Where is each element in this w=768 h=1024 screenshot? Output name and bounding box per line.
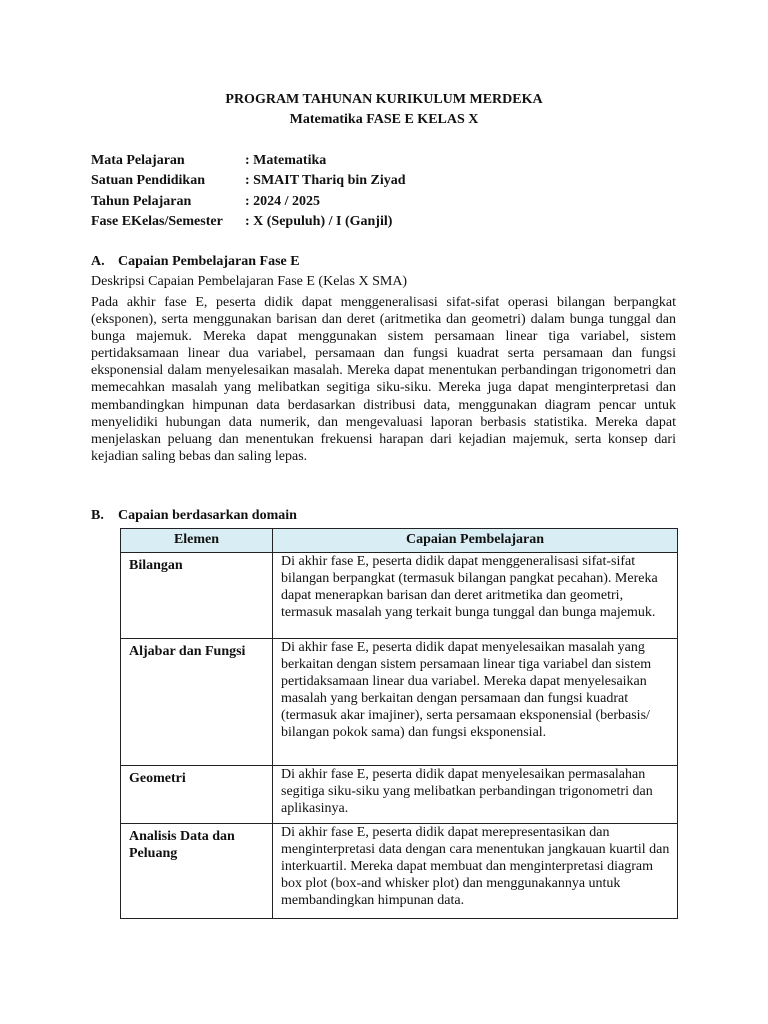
info-value: : SMAIT Thariq bin Ziyad	[245, 173, 406, 189]
table-row	[121, 766, 678, 824]
header-elemen: Elemen	[121, 529, 273, 553]
info-block	[91, 152, 406, 233]
cell-elemen: Aljabar dan Fungsi	[121, 639, 273, 766]
cell-elemen: Bilangan	[121, 553, 273, 639]
info-row-satuan-pendidikan	[91, 172, 406, 192]
info-value: : 2024 / 2025	[245, 193, 321, 209]
section-a-subtitle: Deskripsi Capaian Pembelajaran Fase E (Kelas X SMA)	[91, 274, 408, 289]
table-row	[121, 824, 678, 919]
info-value: : Matematika	[245, 153, 327, 168]
cell-capaian: Di akhir fase E, peserta didik dapat menggeneralisasi sifat-sifat bilangan berpangkat (termasuk bilangan pangkat pecahan). Mereka dapat menerapkan barisan dan deret aritmetika dan geometri, termasuk masalah yang terkait bunga tunggal dan bunga majemuk.	[273, 553, 678, 639]
cell-capaian: Di akhir fase E, peserta didik dapat merepresentasikan dan menginterpretasi data dengan cara menentukan jangkauan kuartil dan interkuartil. Mereka dapat membuat dan menginterpretasi diagram box plot (box-and whisker plot) dan menggunakannya untuk membandingkan himpunan data.	[273, 824, 678, 919]
document-subtitle: Matematika FASE E KELAS X	[289, 112, 479, 127]
header-capaian: Capaian Pembelajaran	[273, 529, 678, 553]
section-a-heading	[91, 253, 300, 270]
cell-capaian: Di akhir fase E, peserta didik dapat menyelesaikan permasalahan segitiga siku-siku yang melibatkan perbandingan trigonometri dan aplikasinya.	[273, 766, 678, 824]
section-a-paragraph: Pada akhir fase E, peserta didik dapat menggeneralisasi sifat-sifat operasi bilangan berpangkat (eksponen), serta menggunakan barisan dan deret (aritmetika dan geometri) dalam bunga tunggal dan bunga majemuk. Mereka dapat menggunakan sistem persamaan linear tiga variabel, sistem pertidaksamaan linear dua variabel, persamaan dan fungsi kuadrat serta persamaan dan fungsi eksponensial dalam menyelesaikan masalah. Mereka dapat menentukan perbandingan trigonometri dan memecahkan masalah yang melibatkan segitiga siku-siku. Mereka juga dapat menginterpretasi dan membandingkan himpunan data berdasarkan distribusi data, menggunakan diagram pencar untuk menyelidiki hubungan data numerik, dan mengevaluasi laporan berbasis statistika. Mereka dapat menjelaskan peluang dan menentukan frekuensi harapan dari kejadian majemuk, serta konsep dari kejadian saling bebas dan saling lepas.	[91, 295, 676, 464]
info-key: Fase EKelas/Semester	[91, 213, 223, 229]
cell-capaian: Di akhir fase E, peserta didik dapat menyelesaikan masalah yang berkaitan dengan sistem persamaan linear tiga variabel dan sistem pertidaksamaan linear dua variabel. Mereka dapat menyelesaikan masalah yang berkaitan dengan persamaan dan fungsi kuadrat (termasuk akar imajiner), serta persamaan eksponensial (berbasis/ bilangan pokok sama) dan fungsi eksponensial.	[273, 639, 678, 766]
info-value: : X (Sepuluh) / I (Ganjil)	[245, 213, 393, 229]
table-row	[121, 639, 678, 766]
info-key: Tahun Pelajaran	[91, 193, 192, 209]
info-row-mata-pelajaran	[91, 152, 406, 172]
cell-elemen: Analisis Data dan Peluang	[121, 824, 273, 919]
table-header-row	[121, 529, 678, 553]
info-key: Satuan Pendidikan	[91, 173, 205, 189]
section-a-letter: A.	[91, 254, 105, 269]
section-b-letter: B.	[91, 508, 104, 523]
document-title: PROGRAM TAHUNAN KURIKULUM MERDEKA	[225, 92, 543, 107]
section-b-title: Capaian berdasarkan domain	[118, 508, 297, 523]
table-row	[121, 553, 678, 639]
cell-elemen: Geometri	[121, 766, 273, 824]
domain-table	[120, 528, 678, 919]
section-a-title: Capaian Pembelajaran Fase E	[118, 254, 300, 269]
info-key: Mata Pelajaran	[91, 153, 185, 168]
info-row-tahun-pelajaran	[91, 193, 406, 213]
section-b-heading	[91, 507, 297, 524]
info-row-fase-kelas-semester	[91, 213, 406, 233]
